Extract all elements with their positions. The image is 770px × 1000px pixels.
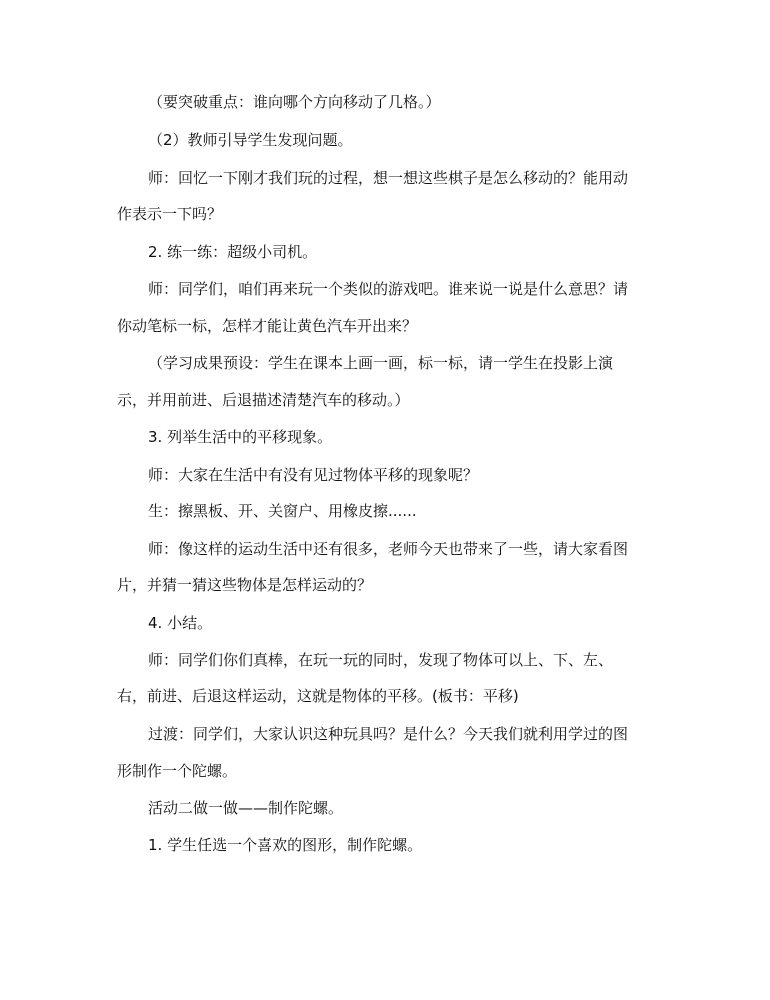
text-line: 师：同学们，咱们再来玩一个类似的游戏吧。谁来说一说是什么意思？请 [148,280,629,298]
text-line: 师：像这样的运动生活中还有很多，老师今天也带来了一些，请大家看图 [148,540,629,558]
text-line: 1. 学生任选一个喜欢的图形，制作陀螺。 [148,836,423,854]
text-line: 4. 小结。 [148,614,213,632]
text-line: （要突破重点：谁向哪个方向移动了几格。） [148,93,441,111]
text-line: （2）教师引导学生发现问题。 [148,131,353,149]
text-line: 师：同学们你们真棒，在玩一玩的同时，发现了物体可以上、下、左、 [148,651,614,669]
text-line: 作表示一下吗？ [117,205,223,223]
text-line: 师：大家在生活中有没有见过物体平移的现象呢？ [148,466,479,484]
text-line: 活动二做一做——制作陀螺。 [148,799,344,817]
text-line: 师：回忆一下刚才我们玩的过程，想一想这些棋子是怎么移动的？能用动 [148,169,629,187]
text-line: 2. 练一练：超级小司机。 [148,243,318,261]
text-line: 片，并猜一猜这些物体是怎样运动的？ [117,576,373,594]
text-line: 过渡：同学们，大家认识这种玩具吗？是什么？今天我们就利用学过的图 [148,725,629,743]
text-line: 右，前进、后退这样运动，这就是物体的平移。(板书：平移) [117,687,519,705]
text-line: 示，并用前进、后退描述清楚汽车的移动。） [117,391,410,409]
text-line: （学习成果预设：学生在课本上画一画，标一标，请一学生在投影上演 [148,354,614,372]
text-line: 你动笔标一标，怎样才能让黄色汽车开出来？ [117,317,418,335]
text-line: 3. 列举生活中的平移现象。 [148,428,333,446]
text-line: 形制作一个陀螺。 [117,762,238,780]
text-line: 生：擦黑板、开、关窗户、用橡皮擦...... [148,502,417,520]
